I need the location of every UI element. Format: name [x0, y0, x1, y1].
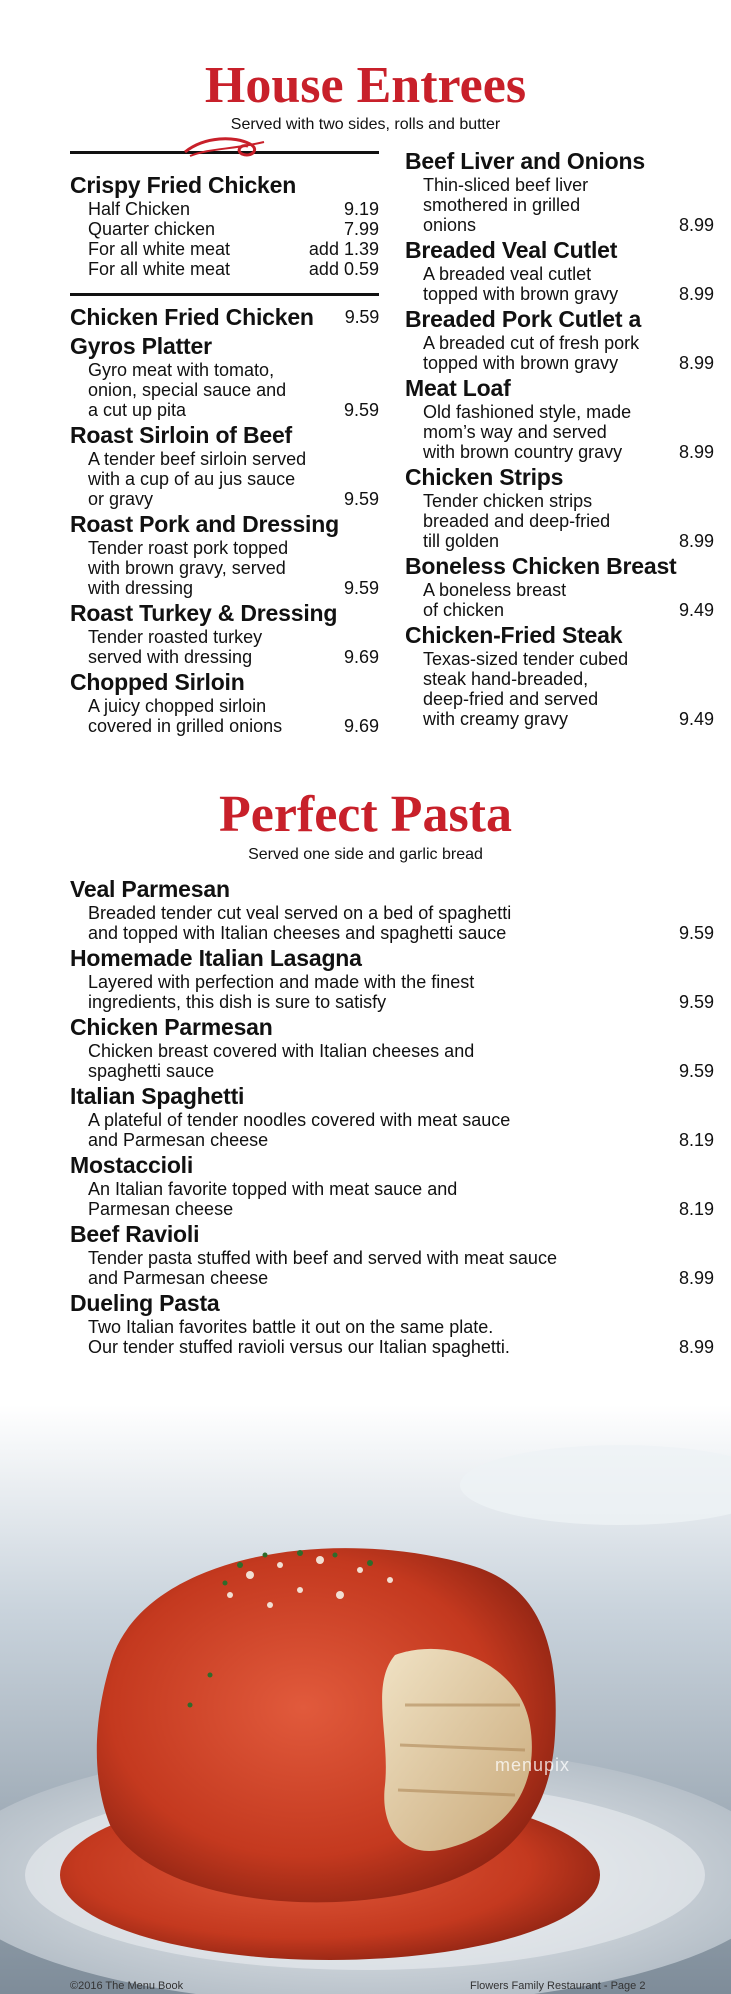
item-name: Homemade Italian Lasagna	[70, 945, 362, 971]
item-price: 9.59	[343, 578, 379, 598]
item-description	[70, 1317, 714, 1357]
item-price: 8.19	[678, 1130, 714, 1150]
description-line: Thin-sliced beef liver	[423, 175, 589, 195]
item-description	[405, 649, 714, 729]
description-line: a cut up pita	[88, 400, 187, 420]
item-name: Chicken-Fried Steak	[405, 622, 623, 648]
description-line: steak hand-breaded,	[423, 669, 589, 689]
footer-page-label: Flowers Family Restaurant - Page 2	[470, 1980, 646, 1992]
house-entrees-subtitle: Served with two sides, rolls and butter	[230, 116, 501, 133]
description-line: onion, special sauce and	[88, 380, 287, 400]
item-price: 8.99	[678, 284, 714, 304]
perfect-pasta-title: Perfect Pasta	[218, 786, 513, 843]
item-description	[405, 580, 714, 620]
description-line: and Parmesan cheese	[88, 1130, 269, 1150]
item-description	[70, 1041, 714, 1081]
description-line: Tender chicken strips	[423, 491, 593, 511]
description-line: breaded and deep-fried	[423, 511, 611, 531]
house-entrees-title: House Entrees	[204, 57, 527, 114]
house-left-column	[70, 172, 379, 738]
menu-item	[70, 1221, 714, 1288]
item-price: 9.59	[678, 992, 714, 1012]
description-line: Gyro meat with tomato,	[88, 360, 275, 380]
description-line: deep-fried and served	[423, 689, 599, 709]
item-description	[70, 627, 379, 667]
menu-item	[405, 375, 714, 462]
item-price: 9.49	[678, 600, 714, 620]
menu-item	[70, 876, 714, 943]
item-name: Chicken Parmesan	[70, 1014, 273, 1040]
menu-item	[405, 553, 714, 620]
item-price: 9.59	[343, 400, 379, 420]
description-line: A breaded cut of fresh pork	[423, 333, 640, 353]
description-line: with creamy gravy	[423, 709, 569, 729]
item-name: Roast Pork and Dressing	[70, 511, 339, 537]
divider-rule	[70, 293, 379, 296]
description-line: Tender roasted turkey	[88, 627, 263, 647]
description-line: served with dressing	[88, 647, 253, 667]
item-name: Breaded Veal Cutlet	[405, 237, 618, 263]
item-name: Veal Parmesan	[70, 876, 230, 902]
description-line: Parmesan cheese	[88, 1199, 234, 1219]
lasagna-illustration	[0, 1405, 731, 1994]
item-name: Beef Liver and Onions	[405, 148, 645, 174]
menu-item	[70, 1083, 714, 1150]
perfect-pasta-subtitle: Served one side and garlic bread	[248, 846, 483, 863]
house-right-column	[405, 148, 714, 731]
item-description	[405, 264, 714, 304]
size-label: Quarter chicken	[88, 219, 216, 239]
description-line: smothered in grilled	[423, 195, 581, 215]
description-line: covered in grilled onions	[88, 716, 283, 736]
size-row	[70, 199, 379, 219]
item-price: 9.59	[343, 489, 379, 509]
item-description	[70, 1179, 714, 1219]
item-description	[405, 491, 714, 551]
description-line: with a cup of au jus sauce	[88, 469, 296, 489]
item-description	[405, 175, 714, 235]
menu-item	[70, 1290, 714, 1357]
item-price: 9.59	[678, 923, 714, 943]
size-row	[70, 259, 379, 279]
item-price: 9.59	[344, 307, 379, 327]
left-items-list	[70, 304, 379, 736]
description-line: spaghetti sauce	[88, 1061, 215, 1081]
footer-copyright: ©2016 The Menu Book	[70, 1980, 184, 1992]
description-line: Layered with perfection and made with the finest	[88, 972, 475, 992]
description-line: Two Italian favorites battle it out on the same plate.	[88, 1317, 494, 1337]
description-line: topped with brown gravy	[423, 353, 619, 373]
size-price: add 1.39	[308, 239, 379, 259]
description-line: Old fashioned style, made	[423, 402, 632, 422]
description-line: Tender pasta stuffed with beef and served with meat sauce	[88, 1248, 557, 1268]
menu-item	[70, 511, 379, 598]
description-line: mom’s way and served	[423, 422, 607, 442]
menu-item-crispy-fried-chicken	[70, 172, 379, 279]
menu-item	[405, 622, 714, 729]
description-line: A breaded veal cutlet	[423, 264, 592, 284]
item-name: Mostaccioli	[70, 1152, 194, 1178]
item-price: 9.49	[678, 709, 714, 729]
description-line: A plateful of tender noodles covered with meat sauce	[88, 1110, 511, 1130]
menu-item	[405, 464, 714, 551]
description-line: A juicy chopped sirloin	[88, 696, 267, 716]
item-price: 8.99	[678, 531, 714, 551]
item-price: 8.99	[678, 215, 714, 235]
menu-item	[70, 1152, 714, 1219]
item-name: Boneless Chicken Breast	[405, 553, 677, 579]
item-description	[70, 696, 379, 736]
item-description	[70, 449, 379, 509]
item-description	[405, 333, 714, 373]
size-label: For all white meat	[88, 239, 231, 259]
description-line: of chicken	[423, 600, 505, 620]
description-line: till golden	[423, 531, 500, 551]
description-line: with dressing	[88, 578, 194, 598]
size-price: 9.19	[343, 199, 379, 219]
description-line: with brown country gravy	[423, 442, 623, 462]
item-description	[70, 360, 379, 420]
item-name: Italian Spaghetti	[70, 1083, 245, 1109]
menu-item	[405, 148, 714, 235]
size-price: 7.99	[343, 219, 379, 239]
description-line: topped with brown gravy	[423, 284, 619, 304]
description-line: onions	[423, 215, 477, 235]
menu-item	[70, 333, 379, 420]
item-price: 8.99	[678, 1337, 714, 1357]
size-label: Half Chicken	[88, 199, 191, 219]
item-name: Crispy Fried Chicken	[70, 172, 297, 198]
item-price: 9.69	[343, 716, 379, 736]
description-line: and topped with Italian cheeses and spaghetti sauce	[88, 923, 507, 943]
description-line: A boneless breast	[423, 580, 567, 600]
item-price: 9.59	[678, 1061, 714, 1081]
menu-item	[70, 1014, 714, 1081]
description-line: and Parmesan cheese	[88, 1268, 269, 1288]
menupix-watermark: menupix	[495, 1755, 571, 1775]
description-line: or gravy	[88, 489, 154, 509]
lasagna-photo	[0, 1405, 731, 1994]
description-line: A tender beef sirloin served	[88, 449, 307, 469]
pasta-list	[70, 876, 714, 1359]
item-description	[70, 903, 714, 943]
size-price-list	[70, 199, 379, 279]
menu-item	[405, 306, 714, 373]
menu-item	[70, 304, 379, 331]
description-line: Chicken breast covered with Italian cheeses and	[88, 1041, 475, 1061]
size-row	[70, 239, 379, 259]
item-name: Dueling Pasta	[70, 1290, 220, 1316]
item-name: Chopped Sirloin	[70, 669, 245, 695]
flourish-ornament	[180, 134, 270, 162]
menu-item	[405, 237, 714, 304]
menu-item	[70, 422, 379, 509]
description-line: ingredients, this dish is sure to satisfy	[88, 992, 387, 1012]
item-name: Meat Loaf	[405, 375, 511, 401]
item-price: 8.99	[678, 353, 714, 373]
item-name: Roast Sirloin of Beef	[70, 422, 292, 448]
size-price: add 0.59	[308, 259, 379, 279]
menu-item	[70, 600, 379, 667]
menu-item	[70, 945, 714, 1012]
item-price: 9.69	[343, 647, 379, 667]
item-name: Gyros Platter	[70, 333, 212, 359]
item-name: Chicken Strips	[405, 464, 564, 490]
item-description	[405, 402, 714, 462]
description-line: An Italian favorite topped with meat sauce and	[88, 1179, 458, 1199]
description-line: Texas-sized tender cubed	[423, 649, 629, 669]
size-label: For all white meat	[88, 259, 231, 279]
item-name: Beef Ravioli	[70, 1221, 200, 1247]
item-description	[70, 1248, 714, 1288]
item-price: 8.19	[678, 1199, 714, 1219]
description-line: Our tender stuffed ravioli versus our Italian spaghetti.	[88, 1337, 510, 1357]
item-price: 8.99	[678, 442, 714, 462]
item-price: 8.99	[678, 1268, 714, 1288]
item-description	[70, 1110, 714, 1150]
item-name: Chicken Fried Chicken 9.59	[70, 304, 379, 330]
item-description	[70, 972, 714, 1012]
item-name: Roast Turkey & Dressing	[70, 600, 338, 626]
description-line: with brown gravy, served	[88, 558, 286, 578]
description-line: Tender roast pork topped	[88, 538, 289, 558]
description-line: Breaded tender cut veal served on a bed of spaghetti	[88, 903, 512, 923]
item-name: Breaded Pork Cutlet a	[405, 306, 642, 332]
item-description	[70, 538, 379, 598]
menu-item	[70, 669, 379, 736]
size-row	[70, 219, 379, 239]
